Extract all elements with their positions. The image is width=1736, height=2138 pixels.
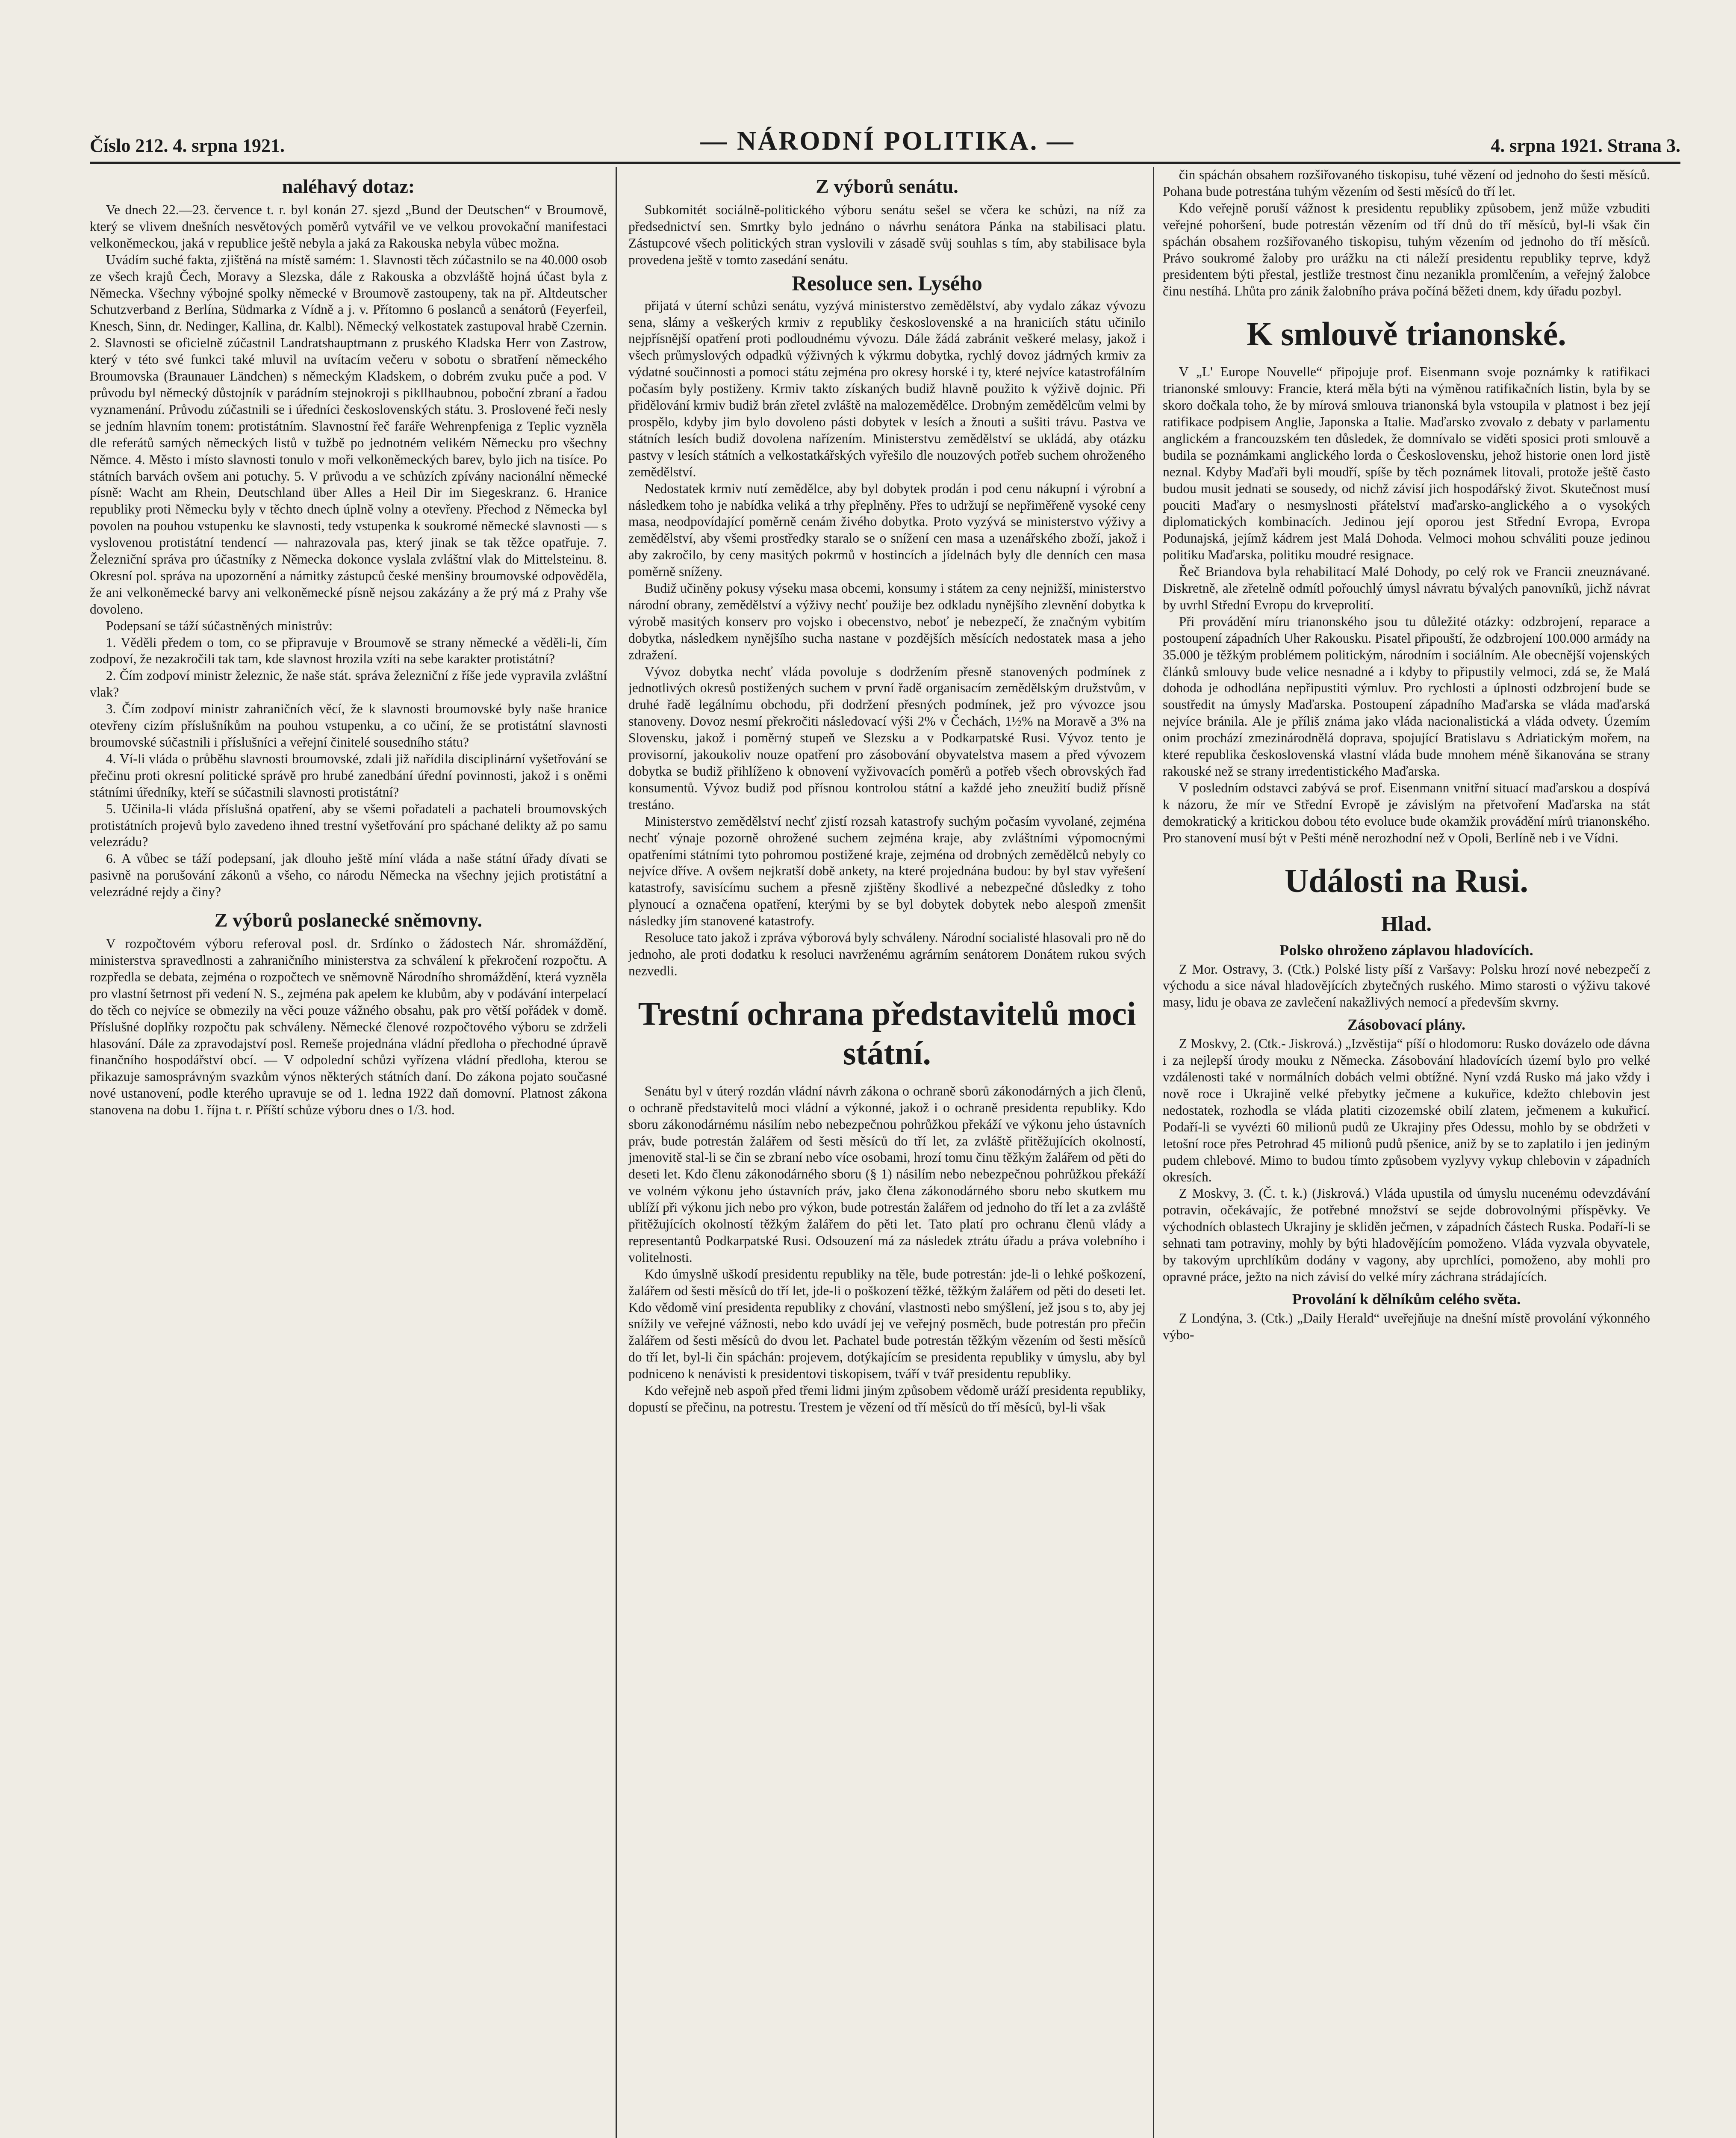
paragraph: Kdo veřejně poruší vážnost k presidentu republiky způsobem, jenž může vzbuditi veřejné pohoršení, bude potrestán vězením od tří dnů do tří měsíců, byl-li však čin spáchán obsahem rozšiřovaného tiskopisu, tuhým vězením od jednoho do tří měsíců. Právo soukromé žaloby pro urážku na cti náleží presidentu republiky teprve, když presidentem býti přestal, jestliže trestnost činu nezanikla promlčením, a veřejný žalobce činu nestíhá. Lhůta pro zánik žalobního práva počíná běžeti dnem, kdy úřadu pozbyl. xyxy=(1163,200,1650,299)
paragraph: Resoluce tato jakož i zpráva výborová byly schváleny. Národní socialisté hlasovali pro ně do jednoho, ale proti dodatku k resoluci navrženému agrárním senátorem Donátem rukou svých nezvedli. xyxy=(628,930,1146,978)
paragraph: Z Moskvy, 2. (Ctk.- Jiskrová.) „Izvěstija“ píší o hlodomoru: Rusko dovázelo ode dávna i za nejlepší úrody mouku z Německa. Zásobování hladovících území bylo pro velké vzdálenosti také v normálních dobách velmi obtížné. Nyní vzdá Rusko má jako vždy i nově roce i Ukrajině velké přebytky ječmene a kukuřice, kdežto chlebovin jest nedostatek, rozhodla se vláda platiti cizozemské obilí zlatem, ječmenem a kukuřicí. Podaří-li se vyvézti 60 milionů pudů ze Ukrajiny přes Odessu, mohlo by se obdržeti v letošní roce přes Petrohrad 45 milionů pudů pšenice, aniž by se to zaplatilo i jen jediným pudem chlebové. Mimo to budou tímto způsobem vyzlyvy vykup chlebovin v západních okresích. xyxy=(1163,1036,1650,1184)
paragraph: V „L' Europe Nouvelle“ připojuje prof. Eisenmann svoje poznámky k ratifikaci trianonské smlouvy: Francie, která měla býti na výměnou ratifikačních listin, byla by se skoro dočkala toho, že by mírová smlouva trianonská byla vstoupila v platnost i bez její ratifikace podpisem Anglie, Japonska a Italie. Maďarsko zvovalo z debaty v parlamentu anglickém a francouzském ten důsledek, že domnívalo se viděti sposici proti smlouvě a budila se poznámkami anglického lorda o Československu, jehož historie onen lord jistě neznal. Kdyby Maďaři byli moudří, spíše by těch poznámek litovali, protože ještě často budou musit jednati se sousedy, od nichž závisí jich hospodářský život. Skutečnost musí pouciti Maďary o nesmyslnosti přátelství maďarsko-anglického a o vysokých diplomatických kombinacích. Jedinou její oporou jest Střední Evropa, Evropa Podunajská, jejímž kádrem jest Malá Dohoda. Velmoci mohou schváliti pouze jedinou politiku Maďarska, politiku moudré resignace. xyxy=(1163,364,1650,563)
paragraph: V rozpočtovém výboru referoval posl. dr. Srdínko o žádostech Nár. shromáždění, ministerstva spravedlnosti a zahraničního ministerstva za schválení k překročení rozpočtu. A rozpředla se debata, zejména o rozpočtech ve sněmovně Národního shromáždění, která vyzněla pro vlastní šetrnost při vedení N. S., zejména pak apelem ke klubům, aby v podávání interpelací do těch co nejvíce se obmezily na věci pouze vážného obsahu, pak pro větší pořádek v domě. Příslušné doplňky rozpočtu pak schváleny. Německé členové rozpočtového výboru se zdrželi hlasování. Dále za zpravodajství posl. Remeše projednána vládní předloha o přechodné úpravě finančního hospodářství obcí. — V odpolední schůzi vyřízena vládní předloha, kterou se přikazuje samosprávným svazkům výnos některých státních daní. Do zákona pojato současné nové ustanovení, podle kterého upravuje se od 1. ledna 1922 daň domovní. Platnost zákona stanovena na dobu 1. října t. r. Příští schůze výboru dnes o 1/3. hod. xyxy=(90,936,607,1118)
date-page-number: 4. srpna 1921. Strana 3. xyxy=(1491,135,1680,156)
article-heading: Z výborů poslanecké sněmovny. xyxy=(214,909,483,931)
paragraph: Při provádění míru trianonského jsou tu důležité otázky: odzbrojení, reparace a postoupení západních Uher Rakousku. Pisatel připouští, že odzbrojení 100.000 armády na 35.000 je těžkým problémem politickým, národním i sociálním. Ale obecnější vojenských článků smlouvy bude velice nesnadné a i kdyby to připustily velmoci, zdá se, že Malá dohoda je odhodlána nepřipustiti výmluv. Pro rychlosti a úplnosti odzbrojení bude se soustředit na úmysly Maďarska. Postoupení západního Maďarska se vláda maďarská nejvíce bránila. Ale je příliš známa jako vláda nacionalistická a vláda odvety. Územím onim prochází zmezinárodnělá doprava, spojující Bratislavu s Adriatickým mořem, na které republika československá vlastní vláda bude mnohem méně šikanována se strany rakouské než se strany irredentistického Maďarska. xyxy=(1163,614,1650,779)
paragraph: 6. A vůbec se táží podepsaní, jak dlouho ještě míní vláda a naše státní úřady dívati se pasivně na porušování zákonů a všeho, co národu Německa na všechny jejich protistátní a velezrádné rejdy a činy? xyxy=(90,851,607,900)
paragraph: přijatá v úterní schůzi senátu, vyzývá ministerstvo zemědělství, aby vydalo zákaz vývozu sena, slámy a veškerých krmiv z republiky československé a na hraniciích státu učinilo nejpřísnější opatření proti podloudnému vývozu. Dále žádá zabránit veškeré melasy, jakož i všech průmyslových odpadků výživných k výkrmu dobytka, rychlý dovoz jádrných krmiv za výdatné součinnosti a pomoci státu zejména pro okresy horské i ty, které nejvíce katastrofálním počasím byly postiženy. Krmiv takto získaných budiž hlavně použito k výživě dojnic. Při přidělování krmiv budiž brán zřetel zvláště na malozemědělce. Drobným zemědělcům velmi by prospělo, kdyby jim bylo dovoleno pásti dobytek v lesích a žnouti a sušiti trávu. Pastva ve státních lesích budiž dovolena nařízením. Ministerstvu zemědělství se ukládá, aby otázku pastvy v lesích státních a velkostatkářských vyřešilo dle nouzových potřeb suchem ohroženého zemědělství. xyxy=(628,298,1146,479)
article-heading: Z výborů senátu. xyxy=(816,175,958,197)
paragraph: Ve dnech 22.—23. července t. r. byl konán 27. sjezd „Bund der Deutschen“ v Broumově, který se vlivem dnešních nesvětových poměrů vytvářil ve ve velkou provokační manifestaci velkoněmeckou, jaká v republice ještě nebyla a jaká za Rakouska nebyla vůbec možna. xyxy=(90,202,607,251)
article-title: Resoluce sen. Lysého xyxy=(792,271,982,295)
paragraph: Senátu byl v úterý rozdán vládní návrh zákona o ochraně sborů zákonodárných a jich členů, o ochraně představitelů moci vládní a výkonné, jakož i o ochraně presidenta republiky. Kdo sboru zákonodárnému násilím nebo nebezpečnou pohrůžkou překáží ve výkonu jeho ústavních práv, bude potrestán žalářem od šesti měsíců do tří let, za zvláště přitěžujících okolností, jmenovitě stal-li se čin se zbraní nebo více osobami, hrozí tomu činu těžkým žalářem od pěti do deseti let. Kdo členu zákonodárného sboru (§ 1) násilím nebo nebezpečnou pohrůžkou překáží ve volném výkonu jeho ústavních práv, jako člena zákonodárného sboru nebo skutkem mu ublíží při výkonu jich nebo pro výkon, bude potrestán žalářem od jednoho do tří let a za zvláště přitěžujících okolností těžkým žalářem do pěti let. Tato platí pro ochranu členů vlády a representantů Podkarpatské Rusi. Odsouzení má za následek ztrátu úřadu a práva volebního i volitelnosti. xyxy=(628,1083,1146,1265)
paragraph: 5. Učinila-li vláda příslušná opatření, aby se všemi pořadateli a pachateli broumovských protistátních projevů bylo zavedeno ihned trestní vyšetřování pro spáchané delikty až po samu velezrádu? xyxy=(90,801,607,850)
section-subtitle: Provolání k dělníkům celého světa. xyxy=(1292,1290,1521,1308)
paragraph: 1. Věděli předem o tom, co se připravuje v Broumově se strany německé a věděli-li, čím zodpoví, že nezakročili tak tam, kde slavnost hrozila vzíti na sebe karakter protistátní? xyxy=(90,635,607,667)
column-1 xyxy=(90,167,607,2138)
paragraph: Z Moskvy, 3. (Č. t. k.) (Jiskrová.) Vláda upustila od úmyslu nucenému odevzdávání potravin, očekávajíc, že potřebné množství se sejde dobrovolnými příspěvky. Ve východních oblastech Ukrajiny je skliděn ječmen, v západních částech Ruska. Podaří-li se sehnati tam potraviny, mohly by býti hladovějícím pomoženo. Vláda vyzvala obyvatele, by takovým uprchlíkům dodány v vagony, aby uprchlíci, pomoženo, aby mohli pro opravné práce, ježto na nich závisí do velké míry záchrana strádajících. xyxy=(1163,1186,1650,1284)
paragraph: 3. Čím zodpoví ministr zahraničních věcí, že k slavnosti broumovské byly naše hranice otevřeny cizím příslušníkům na pouhou vstupenku, a co učiní, že se protistátní slavnosti broumovské súčastnili i příslušníci a veřejní činitelé sousedního státu? xyxy=(90,701,607,750)
paragraph: Z Londýna, 3. (Ctk.) „Daily Herald“ uveřejňuje na dnešní místě provolání výkonného výbo- xyxy=(1163,1310,1650,1342)
article-title: K smlouvě trianonské. xyxy=(1247,315,1566,353)
masthead-title: — NÁRODNÍ POLITIKA. — xyxy=(700,127,1075,156)
column-divider xyxy=(616,167,617,2138)
paragraph: 2. Čím zodpoví ministr železnic, že naše stát. správa železniční z říše jede vypravila zvláštní vlak? xyxy=(90,668,607,700)
paragraph: Z Mor. Ostravy, 3. (Ctk.) Polské listy píší z Varšavy: Polsku hrozí nové nebezpečí z východu a sice nával hladovějících zbytečných ruského. Mimo starosti o výživu takové masy, lidu je obava ze zavlečení nakažlivých nemocí a především skvrny. xyxy=(1163,961,1650,1010)
issue-number: Číslo 212. 4. srpna 1921. xyxy=(90,135,285,156)
paragraph: Podepsaní se táží súčastněných ministrův: xyxy=(106,618,333,633)
paragraph: Uvádím suché fakta, zjištěná na místě samém: 1. Slavnosti těch zúčastnilo se na 40.000 osob ze všech krajů Čech, Moravy a Slezska, dále z Rakouska a obzvláště hojná účast byla z Německa. Všechny výbojné spolky německé v Broumově zastoupeny, tak na př. Altdeutscher Schutzverband z Berlína, Südmarka z Vídně a j. v. Přítomno 6 poslanců a senátorů (Feyerfeil, Knesch, Sinn, dr. Nedinger, Kallina, dr. Kalbl). Německý velkostatek zastupoval hrabě Czernin. 2. Slavnosti se oficielně zúčastnil Landratshauptmann z pruského Kladska Herr von Zastrow, který v této své funkci také mluvil na uvítacím večeru v sobotu o sbratření německého Broumovska (Braunauer Ländchen) s německým Kladskem, o dobrém zvuku puče a pod. V průvodu byl německý důstojník v parádním stejnokroji s pikllhaubnou, poboční zbraní a řadou vyznamenání. Průvodu zúčastnili se i úředníci československých státu. 3. Proslovené řeči nesly se jedním hlavním tonem: protistátním. Slavnostní řeč faráře Wehrenpfeniga z Teplic vyzněla dle referátů samých německých listů v tužbě po jednotném velikém Německu pro všechny Němce. 4. Město i místo slavnosti tonulo v moři velkoněmeckých barev, bylo jich na tisíce. Po státních barvách ovšem ani potuchy. 5. V průvodu a ve schůzích zpívány nacionální německé písně: Wacht am Rhein, Deutschland über Alles a Heil Dir im Siegeskranz. 6. Hranice republiky proti Německu byly v těchto dnech úplně volny a otevřeny. Přechod z Německa byl povolen na pouhou vstupenku ke slavnosti, tedy vstupenka k soukromé německé slavnosti — s vyslovenou protistátní tendencí — nahrazovala pas, který jinak se tak těžce opatřuje. 7. Železniční správa pro účastníky z Německa dokonce vyslala zvláštní vlak do Mittelsteinu. 8. Okresní pol. správa na upozornění a námitky zástupců české menšiny broumovské odpověděla, že ani velkoněmecké barvy ani velkoněmecké písně nejsou zakázány a že prý má z Prahy vše dovoleno. xyxy=(90,252,607,617)
paragraph: čin spáchán obsahem rozšiřovaného tiskopisu, tuhé vězení od jednoho do šesti měsíců. Pohana bude potrestána tuhým vězením od šesti měsíců do tří let. xyxy=(1163,167,1650,199)
paragraph: 4. Ví-li vláda o průběhu slavnosti broumovské, zdali již nařídila disciplinární vyšetřování se přečinu proti okresní politické správě pro hrubé zanedbání úřední povinnosti, jakož i s oněmi státními úředníky, kteří se súčastnili slavnosti protistátní? xyxy=(90,751,607,800)
column-divider xyxy=(1153,167,1154,2138)
section-subtitle: Zásobovací plány. xyxy=(1347,1016,1466,1034)
column-2 xyxy=(628,167,1146,2138)
paragraph: Kdo úmyslně uškodí presidentu republiky na těle, bude potrestán: jde-li o lehké poškození, žalářem od šesti měsíců do tří let, jde-li o poškození těžké, těžkým žalářem od pěti do deseti let. Kdo vědomě viní presidenta republiky z chování, vlastnosti nebo smýšlení, jež jsou s to, aby jej snížily ve veřejné vážnosti, nebo kdo uvádí jej ve veřejný posměch, bude potrestán pro přečin žalářem od šesti měsíců do dvou let. Pachatel bude potrestán těžkým vězením od šesti měsíců do tří let, byl-li čin spáchán: projevem, dotýkajícím se presidenta republiky v úmyslu, aby byl podniceno k nenávisti k presidentovi tiskopisem, tváří v tvář presidentu republiky. xyxy=(628,1266,1146,1382)
article-title: Trestní ochrana představitelů moci státní. xyxy=(638,995,1136,1072)
paragraph: V posledním odstavci zabývá se prof. Eisenmann vnitřní situací maďarskou a dospívá k názoru, že mír ve Střední Evropě je závislým na přetvoření Maďarska na stát demokratický a kritickou dobou této evoluce bude okamžik provádění mírů trianonského. Pro stanovení musí být v Pešti méně nerozhodní než v Opoli, Berlíně neb i ve Vídni. xyxy=(1163,780,1650,845)
article-heading: naléhavý dotaz: xyxy=(282,175,415,197)
column-3 xyxy=(1163,167,1650,2138)
paragraph: Nedostatek krmiv nutí zemědělce, aby byl dobytek prodán i pod cenu nákupní i výrobní a následkem toho je nabídka veliká a trhy přeplněny. Přes to udržují se nepřiměřeně vysoké ceny masa, neodpovídající poměrně cenám živého dobytka. Proto vyzývá se ministerstvo výživy a zemědělství, aby všemi prostředky staralo se o snížení cen masa a uzenářského zboží, jakož i aby zakročilo, by ceny masitých pokrmů v hostincích a jídelnách byly dle denních cen masa poměrně sníženy. xyxy=(628,481,1146,579)
page-header xyxy=(90,127,1680,164)
paragraph: Kdo veřejně neb aspoň před třemi lidmi jiným způsobem vědomě uráží presidenta republiky, dopustí se přečinu, na potrestu. Trestem je vězení od tří měsíců do tří měsíců, byl-li však xyxy=(628,1383,1146,1415)
section-subtitle: Polsko ohroženo záplavou hladovících. xyxy=(1279,941,1533,959)
paragraph: Subkomitét sociálně-politického výboru senátu sešel se včera ke schůzi, na níž za předsednictví sen. Smrtky bylo jednáno o návrhu senátora Pánka na stabilisaci platu. Zástupcové všech politických stran vyslovili v zásadě svůj souhlas s tím, aby stabilisace byla provedena ještě v tomto zasedání senátu. xyxy=(628,202,1146,267)
paragraph: Ministerstvo zemědělství nechť zjistí rozsah katastrofy suchým počasím vyvolané, zejména nechť výnaje pozorně ohrožené suchem zejména kraje, aby zvláštními výpomocnými opatřeními státními tyto pohromou postižené kraje, zejména od drobných zemědělců nebyly co nejvíce dříve. A ovšem nejkratší době ankety, na které projednána budou: by byl stav vyřešení katastrofy, savisícímu suchem a přesně zjištěny škodlivé a nebezpečné důsledky z toho plynoucí a označena opatření, kterými by se byl dobytek dobytek nebo alespoň zmenšit následky jím stanovené katastrofy. xyxy=(628,813,1146,929)
paragraph: Budiž učiněny pokusy výseku masa obcemi, konsumy i státem za ceny nejnižší, ministerstvo národní obrany, zemědělství a výživy nechť použije bez odkladu nynějšího zlevnění dobytka k výrobě masitých konserv pro vojsko i obecenstvo, neboť je nebezpečí, že značným vybitím dobytka, následkem nynějšího sucha nastane v pozdějších měsících nedostatek masa a jeho zdražení. xyxy=(628,581,1146,662)
paragraph: Řeč Briandova byla rehabilitací Malé Dohody, po celý rok ve Francii zneuznávané. Diskretně, ale zřetelně odmítl pořouchlý úmysl návratu bývalých panovníků, jichž návrat by uvrhl Střední Evropu do krveprolití. xyxy=(1163,564,1650,612)
section-subtitle: Hlad. xyxy=(1381,911,1432,936)
paragraph: Vývoz dobytka nechť vláda povoluje s dodržením přesně stanovených podmínek z jednotlivých okresů postižených suchem v první řadě organisacím zemědělským družstvům, v druhé řadě legálnímu obchodu, při dodržení přesných podmínek, jež pro vývozce jsou stanoveny. Dovoz nesmí překročiti následovací výši 2% v Čechách, 1½% na Moravě a 3% na Slovensku, jakož i poměrný stupeň ve Slezsku a v Podkarpatské Rusi. Vývoz tento je provisorní, jakoukoliv nouze opatření pro zásobování obyvatelstva masem a před vývozem dobytka se budiž přihlíženo k obnovení vyživovacích poměrů a potřeb všech obrovských řad konsumentů. Vývoz budiž pod přísnou kontrolou státní a každé jeho zneužití budiž přísně trestáno. xyxy=(628,664,1146,812)
article-title: Události na Rusi. xyxy=(1285,862,1528,899)
